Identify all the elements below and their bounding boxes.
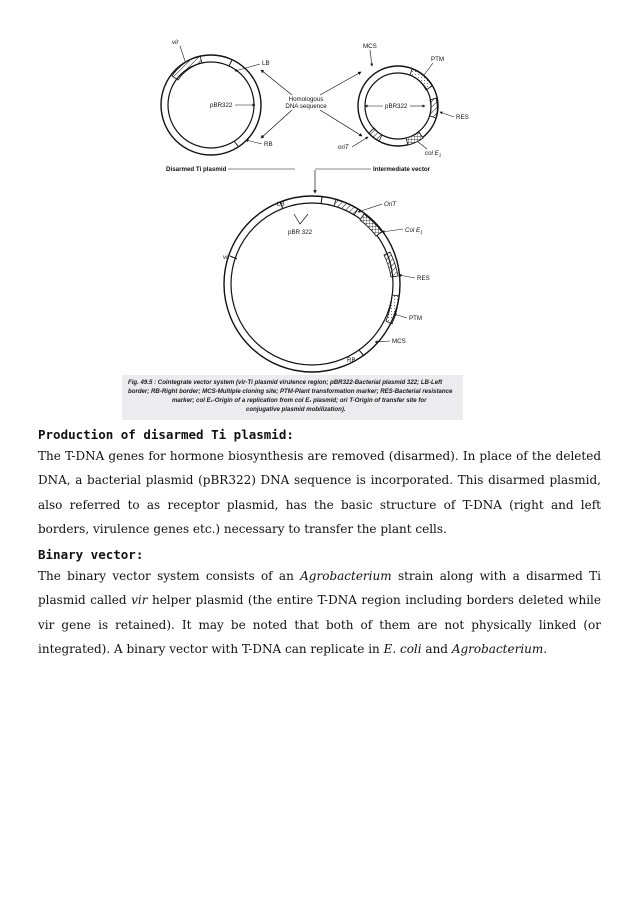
cointegrate-plasmid-diagram <box>223 196 430 372</box>
pbr322-label: pBR322 <box>210 102 233 109</box>
section-binary-vector <box>38 547 601 662</box>
disarmed-ti-plasmid-diagram <box>161 39 295 173</box>
agrobacterium-term: Agrobacterium <box>300 569 392 583</box>
paragraph-binary-vector: The binary vector system consists of an Agrobacterium strain along with a disarmed Ti plasmid called vir helper plasmid (the entire T-DNA region including borders deleted while vir gene is retained). It may be noted that both of them are not physically linked (or integrated). A binary vector with T-DNA can replicate in E. coli and Agrobacterium. <box>38 569 601 657</box>
orit-segment <box>369 128 382 141</box>
disarmed-ti-plasmid-title: Disarmed Ti plasmid <box>166 166 227 173</box>
agrobacterium-term-2: Agrobacterium <box>451 642 544 657</box>
caption-line-4: conjugative plasmid mobilization). <box>246 406 346 413</box>
ecoli-term: E. coli <box>383 642 422 657</box>
res-segment <box>430 98 437 118</box>
ptm-label: PTM <box>431 56 445 63</box>
mcs-label: MCS <box>363 43 377 50</box>
caption-line-2: border; RB-Right border; MCS-Multiple cloning site; PTM-Plant transformation marker; RES-Bacterial resistance <box>128 388 453 395</box>
ptm-segment-bottom <box>386 295 399 324</box>
vir-label: vir <box>172 39 179 46</box>
homologous-dna-sequence-callout <box>261 70 362 138</box>
cole1-label-bottom: Col $E_1$ <box>405 227 423 235</box>
vir-term: vir <box>131 593 148 608</box>
intermediate-vector-diagram <box>315 43 469 173</box>
intermediate-vector-title: Intermediate vector <box>373 166 431 173</box>
cole1-segment-bottom <box>360 214 382 236</box>
lb-label-bottom: LB <box>277 201 285 208</box>
cole1-label: col $E_1$ <box>425 150 442 158</box>
section-heading-disarmed-ti: Production of disarmed Ti plasmid: <box>38 427 294 442</box>
section-disarmed-ti <box>38 427 601 542</box>
cointegrate-vector-figure <box>120 28 469 423</box>
caption-line-3: marker; col E₁-Origin of a replication from col E₁ plasmid; ori T-Origin of transfer site for <box>172 397 427 404</box>
res-label-bottom: RES <box>417 275 430 282</box>
homologous-label-line1: Homologous <box>288 96 324 103</box>
mcs-label-bottom: MCS <box>392 338 406 345</box>
rb-label: RB <box>264 141 273 148</box>
section-heading-binary-vector: Binary vector: <box>38 547 144 562</box>
orit-label-bottom: OriT <box>384 201 397 208</box>
ptm-label-bottom: PTM <box>409 315 423 322</box>
lb-label: LB <box>262 60 270 67</box>
paragraph-disarmed-ti: The T-DNA genes for hormone biosynthesis are removed (disarmed). In place of the deleted DNA, a bacterial plasmid (pBR322) DNA sequence is incorporated. This disarmed plasmid, also referred to as receptor plasmid, has the basic structure of T-DNA (right and left borders, virulence genes etc.) necessary to transfer the plant cells. <box>38 449 601 537</box>
orit-label: oriT <box>338 144 349 151</box>
res-label: RES <box>456 114 469 121</box>
caption-line-1: Fig. 49.5 : Cointegrate vector system (vir-Ti plasmid virulence region; pBR322-Bacterial plasmid 322; LB-Left <box>128 379 443 386</box>
pbr322-label-bottom: pBR 322 <box>288 229 313 236</box>
homologous-label-line2: DNA sequence <box>285 103 327 110</box>
orit-segment-bottom <box>334 199 358 215</box>
vir-label-bottom: vir <box>223 254 230 261</box>
rb-label-bottom: RB <box>347 357 356 364</box>
figure-caption <box>122 375 463 420</box>
intermediate-pbr322-label: pBR322 <box>385 103 408 110</box>
